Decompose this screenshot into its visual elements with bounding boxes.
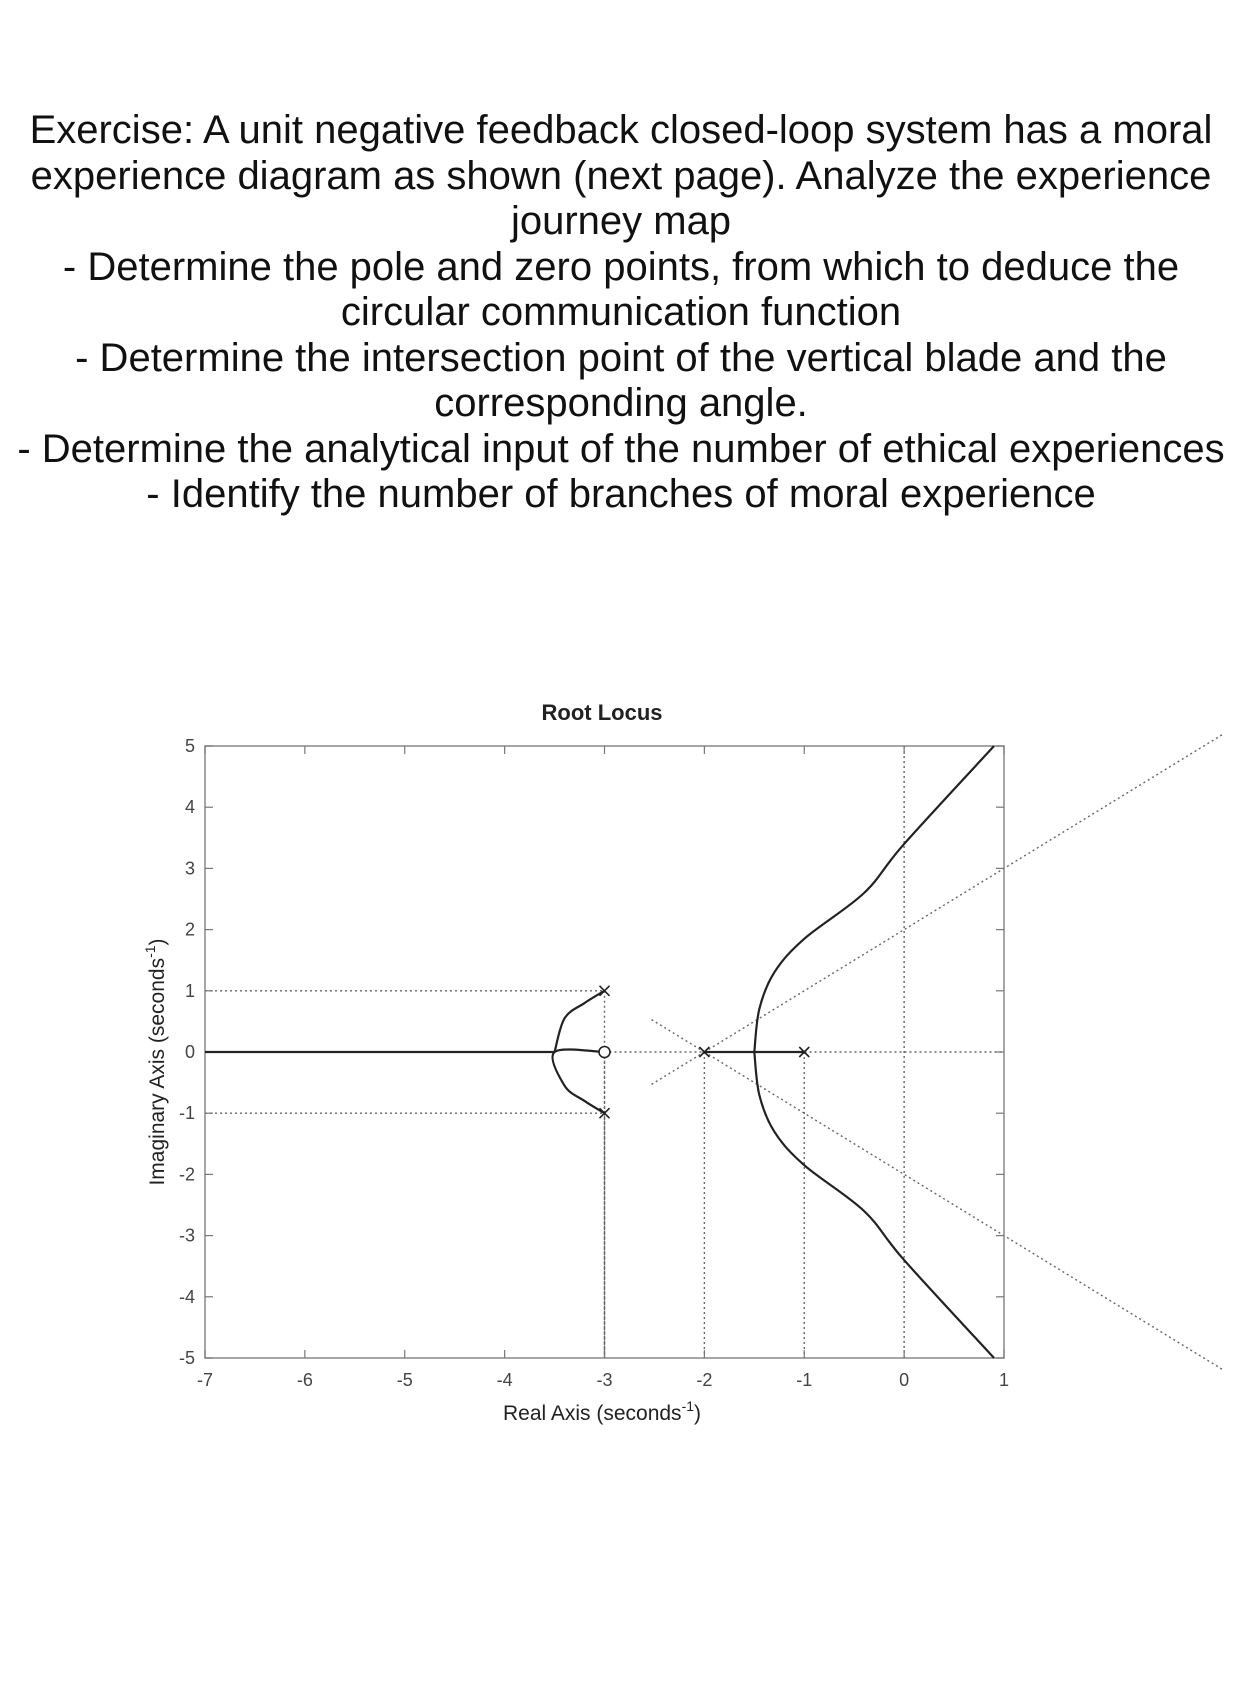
x-tick-label: -6 (296, 1370, 313, 1390)
axes (179, 736, 1009, 1390)
exercise-line: circular communication function (340, 290, 902, 334)
locus-branch (553, 1050, 605, 1114)
exercise-line: journey map (510, 199, 732, 243)
locus-branch (555, 991, 605, 1052)
x-tick-label: -3 (596, 1370, 613, 1390)
exercise-line: - Identify the number of branches of moral experience (146, 472, 1096, 516)
x-tick-label: 1 (998, 1370, 1010, 1390)
locus-branch (754, 1052, 994, 1358)
y-tick-label: -2 (178, 1164, 195, 1185)
exercise-line: Exercise: A unit negative feedback closed-loop system has a moral (29, 108, 1213, 152)
y-tick-label: -1 (178, 1103, 195, 1124)
locus-branch (754, 746, 994, 1052)
root-locus-chart (0, 680, 1242, 1440)
x-tick-label: -4 (496, 1370, 513, 1390)
x-tick-label: 0 (899, 1370, 910, 1390)
asymptote-line (704, 734, 1223, 1052)
y-tick-label: 2 (184, 919, 195, 940)
y-tick-label: 3 (184, 858, 195, 879)
x-tick-label: -5 (396, 1370, 413, 1390)
y-tick-label: -4 (178, 1286, 195, 1307)
x-tick-label: -1 (796, 1370, 813, 1390)
y-tick-label: 1 (184, 980, 195, 1001)
y-tick-label: -5 (178, 1348, 195, 1368)
asymptote-line (649, 1052, 704, 1086)
y-tick-label: 4 (184, 797, 195, 818)
y-tick-label: 0 (184, 1042, 195, 1062)
x-axis-label: Real Axis (seconds$^{-1}$) (502, 1398, 702, 1425)
y-tick-label: 5 (184, 736, 195, 756)
exercise-line: experience diagram as shown (next page). Analyze the experience (30, 153, 1212, 198)
exercise-line: - Determine the intersection point of the vertical blade and the (75, 335, 1167, 380)
y-axis-label: Imaginary Axis (seconds$^{-1}$) (142, 938, 169, 1186)
exercise-line: - Determine the pole and zero points, from which to deduce the (62, 244, 1180, 289)
exercise-line: - Determine the analytical input of the number of ethical experiences (17, 426, 1225, 471)
y-tick-label: -3 (178, 1225, 195, 1246)
exercise-line: corresponding angle. (434, 381, 808, 425)
zero-marker (599, 1047, 610, 1058)
asymptote-line (649, 1018, 704, 1052)
asymptote-line (704, 1052, 1223, 1370)
x-tick-label: -7 (196, 1370, 214, 1390)
x-tick-label: -2 (696, 1370, 713, 1390)
chart-title: Root Locus (541, 700, 663, 725)
exercise-text (0, 108, 1242, 518)
